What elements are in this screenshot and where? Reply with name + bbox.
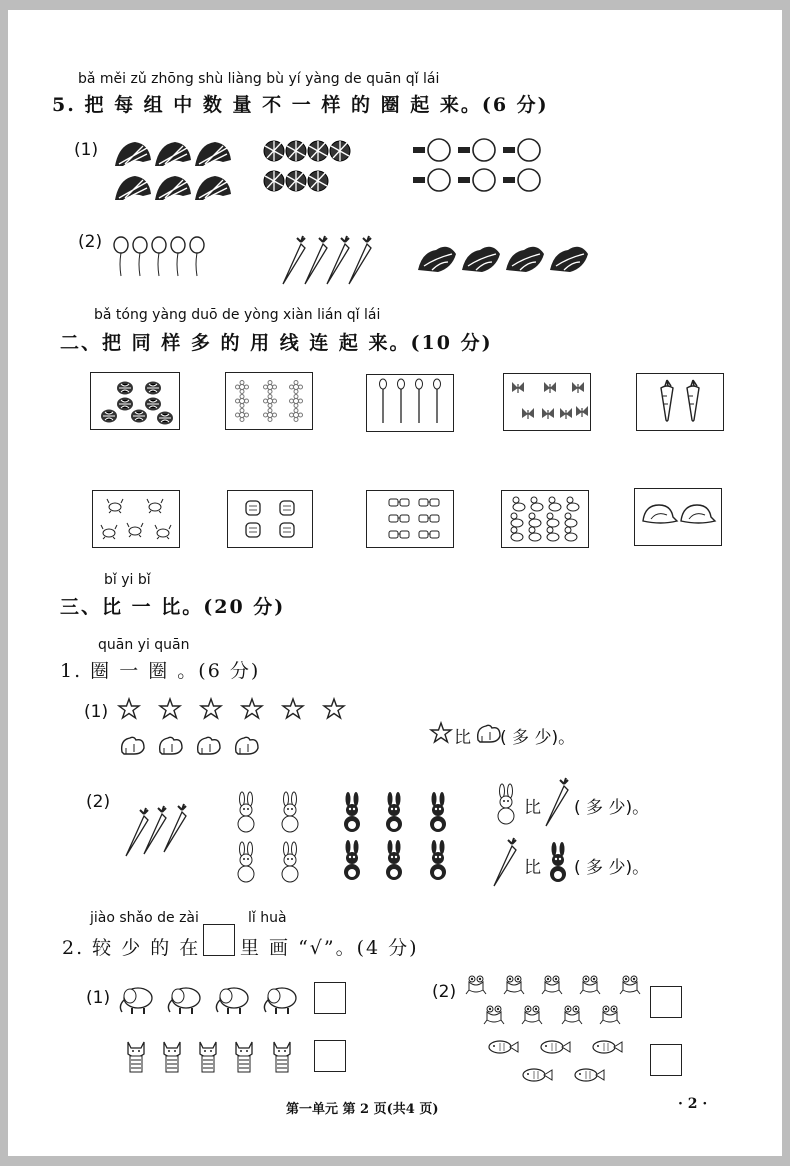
q1-compare-2b-choice[interactable]: ( 多 少)。	[574, 858, 650, 878]
q2-title-box	[203, 924, 235, 956]
page-number: · 2 ·	[678, 1096, 708, 1112]
q1-compare-1-choice[interactable]: ( 多 少)。	[500, 728, 576, 748]
white-rabbit-icon	[496, 782, 520, 826]
carrot-icon	[546, 784, 572, 824]
q1-compare-1-bi: 比	[454, 728, 471, 748]
q2-label-2: (2)	[432, 982, 457, 1002]
peach-group-icon	[120, 734, 280, 758]
q1-compare-2a-bi: 比	[524, 798, 541, 818]
match-box-butterflies[interactable]	[503, 373, 591, 431]
section2-pinyin: bǎ tóng yàng duō de yòng xiàn lián qǐ lái	[94, 307, 381, 323]
q2-pinyin-b: lǐ huà	[248, 910, 287, 926]
match-box-bugs[interactable]	[92, 490, 180, 548]
match-box-walnuts[interactable]	[90, 372, 180, 430]
match-box-jars[interactable]	[227, 490, 313, 548]
q2-title-a: 2. 较 少 的 在	[62, 937, 201, 959]
match-box-spoons[interactable]	[366, 374, 454, 432]
q1-title: 1. 圈 一 圈 。(6 分)	[60, 660, 261, 682]
carrot-icon	[659, 380, 709, 426]
spoon-icon	[377, 379, 447, 427]
cap-icon	[641, 503, 717, 533]
section5-label-2: (2)	[78, 232, 103, 252]
answer-box-elephants[interactable]	[314, 982, 346, 1014]
match-box-glasses[interactable]	[366, 490, 454, 548]
duck-icon	[508, 497, 584, 543]
cabbage-group-icon	[418, 242, 598, 278]
match-box-ducks[interactable]	[501, 490, 589, 548]
q1-compare-2a-choice[interactable]: ( 多 少)。	[574, 798, 650, 818]
flower-icon	[234, 379, 306, 423]
q2-label-1: (1)	[86, 988, 111, 1008]
q1-pinyin: quān yi quān	[98, 637, 190, 653]
carrot-icon	[494, 842, 520, 886]
footer-page-info: 第一单元 第 2 页(共4 页)	[286, 1102, 439, 1117]
star-group-icon	[118, 698, 358, 724]
section5-pinyin: bǎ měi zǔ zhōng shù liàng bù yí yàng de quān qǐ lái	[78, 71, 440, 87]
answer-box-frogs[interactable]	[650, 986, 682, 1018]
star-icon	[430, 722, 454, 744]
frog-group-icon	[466, 976, 646, 1030]
glasses-icon	[375, 497, 447, 543]
black-rabbit-icon	[548, 840, 572, 884]
match-box-carrots[interactable]	[636, 373, 724, 431]
q2-title-b: 里 画 “√”。(4 分)	[240, 937, 419, 959]
answer-box-cats[interactable]	[314, 1040, 346, 1072]
q1-compare-2b-bi: 比	[524, 858, 541, 878]
match-box-flowers[interactable]	[225, 372, 313, 430]
hat-group-icon	[113, 138, 238, 210]
cat-group-icon	[126, 1040, 306, 1080]
ball-group-icon	[263, 140, 353, 200]
answer-box-fish[interactable]	[650, 1044, 682, 1076]
carrot-bunch-icon	[126, 800, 196, 862]
section2-title: 二、把 同 样 多 的 用 线 连 起 来。(10 分)	[60, 332, 493, 354]
section5-label-1: (1)	[74, 140, 99, 160]
match-box-caps[interactable]	[634, 488, 722, 546]
white-rabbit-group-icon	[234, 790, 314, 890]
black-rabbit-group-icon	[340, 790, 460, 890]
balloon-group-icon	[113, 236, 213, 278]
worksheet-page	[8, 10, 782, 1156]
racket-group-icon	[413, 138, 553, 200]
jar-icon	[242, 499, 302, 541]
bug-icon	[99, 497, 175, 543]
section5-title: 5. 把 每 组 中 数 量 不 一 样 的 圈 起 来。(6 分)	[52, 94, 549, 116]
carrot-group-icon	[283, 234, 378, 286]
butterfly-icon	[510, 380, 586, 426]
walnut-icon	[99, 379, 171, 423]
section3-pinyin: bǐ yi bǐ	[104, 572, 151, 588]
elephant-group-icon	[118, 984, 308, 1016]
section3-title: 三、比 一 比。(20 分)	[60, 596, 286, 618]
q1-label-2: (2)	[86, 792, 111, 812]
q2-pinyin-a: jiào shǎo de zài	[90, 910, 199, 926]
q1-label-1: (1)	[84, 702, 109, 722]
fish-group-icon	[488, 1038, 628, 1088]
